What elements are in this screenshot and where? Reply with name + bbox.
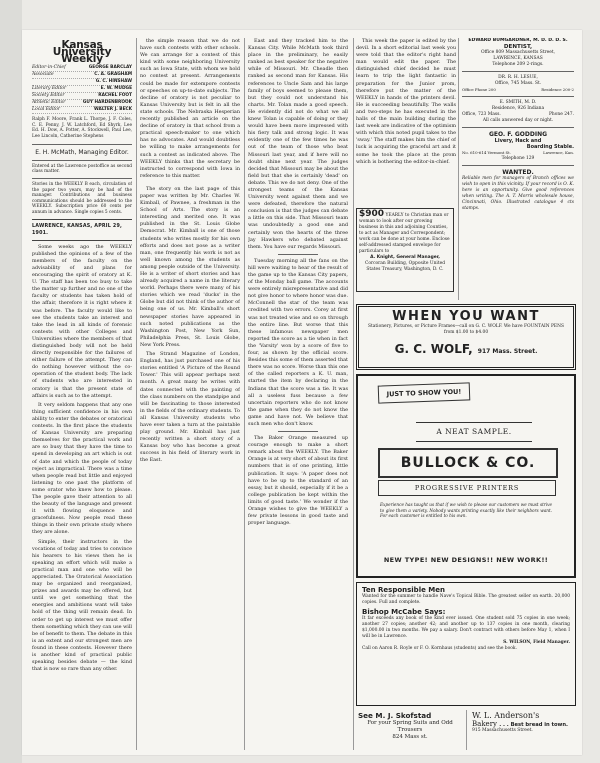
article-paragraph: This week the paper is edited by the devil. In a short editorial last week you were told that the editor's right hand man would edit the paper. The distinguished chief decided he must learn to trip the light fantastic in preparation for the Junior prom, therefore put the matter of the WEEKLY in hands of the printers devil. He is succeeding beautifully. The walls and two-steps he has executed in the halls of the main building during the last week are indicative of the optimism with which this noted pupil takes to the 'sway.' The staff makes him the chief of luck is acquiring the graceful art and it some he took the place at the prom which is bothering the editor-in-chief.	[356, 38, 456, 165]
card-bumgardner-name: EDWARD BUMGARDNER, M. D. D. D. S.	[468, 38, 568, 43]
divider	[32, 178, 132, 179]
article-paragraph: The Strand Magazine of London, England, has just purchased one of his stories entitled 'A Picture of the Round Tower.' This will appear perhaps next month. A great many he writes with dates connected with the painting of the class numbers on the standpipe and will be fascinating to those interested in the fields of the ordinary students. To all Kansas University students who have ever taken a turn at the paintable play ground. Mr. Kimball has just recently written a short story of a Kansas boy who has become a great success in his field of literary work in the East.	[140, 351, 240, 464]
bible-ad	[356, 582, 576, 706]
bullock-top: JUST TO SHOW YOU!	[386, 387, 462, 399]
skofstad-ad	[356, 710, 464, 750]
page-top-margin	[0, 0, 600, 30]
staff-box	[32, 65, 132, 114]
wanted-title: WANTED.	[502, 169, 534, 176]
page-left-margin	[0, 0, 22, 763]
card-smith-phone: Phone 247.	[548, 112, 574, 117]
divider	[462, 96, 574, 97]
divider	[32, 219, 132, 220]
staff-row: Local Editor WALTER J. BECK	[32, 107, 132, 113]
column-rule	[458, 38, 459, 300]
bullock-name: BULLOCK & CO.	[400, 455, 536, 471]
divider	[278, 431, 318, 432]
divider	[278, 254, 318, 255]
article-paragraph: The story on the last page of this paper was written by Mr. Charles W. Kimball, of Pawnee, a freshman in the School of Arts. The story is an interesting and merited one. It was published in the St. Louis Globe Democrat. Mr. Kimball is one of those students who writes mostly for his own efforts and does not pose as a writer man, one frequently his work is not as well known among the students as among people outside of the University. He is a writer of short stories and has already acquired a name in the literary world. Perhaps there were many of his stories which we read 'ducks' in the Globe but did not think of the author of being one of us. Mr. Kimball's short newspaper stories have appeared in such noted publications as the Washington Post, New York Sun, Philadelphia Press, St. Louis Globe, New York Press.	[140, 185, 240, 348]
column-3	[248, 38, 348, 750]
card-godding-city: Lawrence, Kan.	[543, 150, 574, 155]
job-ad	[356, 208, 454, 292]
card-bumgardner-city: LAWRENCE, KANSAS	[493, 56, 543, 61]
anderson-desc: . . . Best bread in town.	[499, 722, 569, 728]
column-rule	[353, 38, 354, 750]
ad-company: A. Knight, General Manager,	[370, 255, 440, 260]
managing-editor: E. H. McMath, Managing Editor.	[35, 148, 129, 156]
divider	[32, 144, 132, 145]
column-2	[140, 38, 240, 750]
entry-note: Entered at the Lawrence postoffice as second class matter.	[32, 163, 132, 175]
ad-text: YEARLY to Christian man or woman to look after our growing business in this and adjoining Counties, to act as Manager and Correspondent; work can be done at your home. Enclose self-addressed stamped envelope for particulars to	[359, 213, 450, 254]
anderson-name: W. L. Anderson's	[472, 711, 540, 720]
skofstad-address: 824 Mass st.	[392, 734, 428, 740]
wolf-headline: WHEN YOU WANT	[392, 309, 540, 324]
anderson-type: Bakery	[472, 720, 498, 728]
column-rule	[466, 710, 467, 750]
responsible-text: Wanted for the summer to handle Nave's Topical Bible. The greatest seller on earth. 20,000 copies. Full and complete.	[362, 594, 570, 605]
card-godding-tel: Telephone 129	[501, 156, 535, 161]
skofstad-desc: For your Spring Suits and Odd Trousers	[367, 720, 453, 733]
column-4-article	[356, 38, 456, 206]
wolf-ad	[356, 304, 576, 370]
column-rule	[244, 38, 245, 750]
bullock-desc: PROGRESSIVE PRINTERS	[414, 484, 520, 492]
ad-price: $900	[359, 209, 385, 219]
bullock-sample: A NEAT SAMPLE.	[436, 427, 512, 436]
card-smith-res: Residence, 926 Indiana	[491, 106, 545, 111]
desc-banner	[378, 480, 556, 496]
newspaper-page	[22, 30, 582, 755]
divider	[462, 165, 574, 166]
bullock-ad	[356, 374, 576, 578]
card-smith-calls: All calls answered day or night.	[482, 118, 554, 123]
card-lesue-office: Office, 745 Mass. St.	[494, 81, 542, 86]
skofstad-name: See M. J. Skofstad	[358, 711, 432, 720]
dateline: LAWRENCE, KANSAS, APRIL 29, 1901.	[32, 223, 123, 236]
bishop-text: It far exceeds any book of the kind ever issued. One student sold 75 copies in one week; another 27 copies; another 42; and another up to 137 copies in one month, clearing $1,000.00 in two months. We pay a salary. Don't contract with others before May 1, when I will be in Lawrence.	[362, 616, 570, 639]
bishop-title: Bishop McCabe Says:	[362, 608, 446, 616]
article-paragraph: the simple reason that we do not have such contests with other schools. We can arrange for a contest of this kind with some neighboring University such as Iowa State, with whom we hold no contest at present. Arrangements could be made for extempore contests or speeches on up-to-date subjects. The decline of oratory is not peculiar to Kansas University but is felt in all the state schools. The Nebraska Hesperian recently published an article on the decline of oratory in that school from a practical speech-maker to one which has no advocates. And would doubtless be willing to make arrangements for such a contest as indicated above. The WEEKLY thinks that the secretary be instructed to correspond with Iowa in reference to this matter.	[140, 38, 240, 179]
card-lesue-phone-res: Residence 200-2	[541, 87, 574, 92]
card-godding-address: No. 610-614 Vermont St.	[462, 150, 511, 155]
professional-cards	[462, 38, 574, 300]
card-bumgardner-title: DENTIST,	[503, 44, 533, 50]
divider	[32, 240, 132, 241]
card-lesue-name: DR. R. H. LESUE,	[498, 75, 538, 80]
column-1	[32, 38, 132, 750]
wolf-name: G. C. WOLF,	[394, 342, 473, 356]
anderson-ad	[470, 710, 576, 750]
card-bumgardner-office: Office 809 Massachusetts Street,	[481, 50, 555, 55]
card-smith-office: Office, 723 Mass.	[462, 112, 501, 117]
article-paragraph: Some weeks ago the WEEKLY published the opinions of a few of the members of the faculty on the advisability of and plans for encouraging the spirit of oratory at K. U. The staff has been too busy to take the matter up further and no one of the faculty or students has taken hold of the affair, therefore it is right where it was before. The faculty would like to see the students take an interest and take the lead in all kinds of forensic contests with other Colleges and Universities where the members of that distinguished body will not be held directly responsible for the failures of either failure of the attempt. They can do nothing however without the co-operation of the student body. The lack of students who are interested in oratory is that the present state of affairs is such as to the attempt.	[32, 243, 132, 399]
article-paragraph: East and they tracked him to the Kansas City. While McMath took third place in the preliminary, he easily ranked as best speaker for the negative while of Missouri. Mr. Cheadle then ranked as second man for Kansas. His references to Uncle Sam and his large family of boys seemed to please them, but they could not understand his charts. Mr. Tolan made a good speech. He evidently did not do what we all knew Tolan is capable of doing or they would have been more impressed with his fiery talk and strong logic. It was evidently one of the few times he was out of the team of those who beat Missouri last year, and if here will no doubt shine next year. The judges decided that Missouri may be about the field but that she is certainly 'dead' on debate. This we do not deny. One of the strongest teams of the Kansas University went against them and we were defeated, therefore the natural conclusion is that the judges can debate a little on this side. That Missouri team was undoubtedly a good one and certainly won the hearts of the three Jay Hawkers who debated against them. You have our regards Missouri.	[248, 38, 348, 250]
ad-address: Corcoran Building, Opposite United States Treasury, Washington, D. C.	[364, 261, 446, 272]
card-bumgardner-phone: Telephone 209 2-rings.	[492, 62, 544, 67]
card-smith-name: E. SMITH, M. D.	[499, 100, 537, 105]
staff-row: Associate C. A. GRAGHAM	[32, 72, 132, 78]
staff-row: Athletic Editor GUY HARDENBROOK	[32, 100, 132, 106]
contributions-note: Stories in the WEEKLY B each, circulation of the paper two years, may be had of the manager. Contributions and business communications should be addressed to the WEEKLY. Subscription price 60 cents per annum in advance. Single copies 5 cents.	[32, 181, 132, 215]
staff-row: Editor-in-Chief GEORGE BARCLAY	[32, 65, 132, 71]
article-paragraph: Simple, their instructors in the vocations of today and tries to convince his hearers to his views then he is speaking an effort which will make a practical man and one who will be appreciated. The Oratorical Association may be organized and reorganized, prizes and awards may be offered, but until we get something that the energies and ambitions want will take hold of the thing will remain dead. In order to get up interest we must offer them something which they can use will be of benefit to them. The debate in this is an extent and our strongest men are found in these contests. However there is another kind of practical public speaking besides debate — the kind that is now so rare than any other.	[32, 538, 132, 673]
reporters-list: Ralph F. Moore, Frank L. Thorpe, J. F. Coles, C. E. Penny, J. W. Latchford, Ed Shyrk, Lee Ed. H. Dow, A. Potter, A. Stockwell, Paul Lee, Lee Lincoln, Catherine Stephens	[32, 117, 132, 140]
card-godding-line1: Livery, Hack and	[494, 138, 542, 144]
column-rule	[136, 38, 137, 750]
staff-row: G. C. HINSHAW	[32, 79, 132, 86]
name-banner	[378, 448, 558, 478]
divider	[462, 127, 574, 128]
wolf-address: 917 Mass. Street.	[477, 348, 538, 355]
bullock-footer: NEW TYPE! NEW DESIGNS!! NEW WORK!!	[383, 556, 549, 564]
staff-row: Literary Editor E. W. MUDGE	[32, 86, 132, 92]
bishop-contact: Call on Aaron R. Royle or F. O. Kornhaus (students) and see the book.	[362, 646, 517, 651]
anderson-address: 915 Massachusetts Street.	[472, 728, 533, 733]
bullock-fine-print: Experience has taught us that if we wish to please our customers we must strive to give them a variety. Nobody wants printing exactly like their neighbors want. For each customer is entitled to his own.	[380, 502, 552, 519]
card-lesue-phone-office: Office Phone 200	[462, 87, 496, 92]
divider	[32, 160, 132, 161]
masthead-title: Kansas University Weekly	[52, 39, 112, 66]
sample-banner	[416, 422, 532, 442]
bishop-signoff: S. WILSON, Field Manager.	[503, 640, 570, 645]
responsible-title: Ten Responsible Men	[362, 586, 445, 594]
wolf-description: Stationery, Pictures, or Picture Frames—call on G. C. WOLF. We have FOUNTAIN PENS from $1.00 to $4.00	[368, 324, 564, 335]
staff-row: Society Editor RACHEL FOOT	[32, 93, 132, 99]
article-paragraph: Tuesday morning all the fans on the hill were waiting to hear of the result of the game up to the Kansas City papers, of the Monday ball game. The accounts were entirely misrepresentative and did not give honor to where honor was due. McConnell the star of the team was credited with two errors. Corey at first was not treated wise and so on through the entire line. But worse that this these infamous newspaper men reported the score as a tie when in fact the 'Varsity' won by a score of five to four, as shown by the official score. Besides this some of them asserted that there was no score. Worse than this one of the called reporters a K. U. man, started the item by declaring in the Indians that the score was a tie. It was all a useless fuss because a few uncertain reporters who do not know the game when they do not know the game and have not. We believe that such men who don't know.	[248, 257, 348, 427]
card-godding-line2: Boarding Stable.	[526, 144, 574, 150]
banner-frame	[378, 382, 471, 403]
card-godding-name: GEO. F. GODDING	[488, 131, 548, 138]
article-paragraph: It very seldom happens that any one thing sufficient confidence in his own ability to enter the debates or oratorical contests. In the first place the students of Kansas University are preparing themselves for the practical work and are so busy that they have the time to spend in developing an art which is out of date and which the people of today reject as impractical. There was a time when people read but little and enjoyed listening to one past the platform of some orator who knew how to please. The people gave their attention to all the beauty of the language and present it with flowing eloquence and gracefulness. Now people read these things in their own private study where they are alone.	[32, 401, 132, 536]
article-paragraph: The Baker Orange measured up courage enough to make a short remark about the WEEKLY. The Baker Orange is at very short of about its first numbers that is of one printing, little publication. It says: 'A paper does not have to be up to the standard of an essay, but it should, especially if it be a college publication be kept within the limits of good taste.' We wonder if the Orange wishes to give the WEEKLY a few private lessons in good taste and proper language.	[248, 435, 348, 527]
divider	[462, 71, 574, 72]
wanted-text: Reliable men for managers of Branch offices we wish to open in this vicinity. If your record is O. K. here is an opportunity. Give good references when writing. The A. T. Morris wholesale house, Cincinnati, Ohio. Illustrated catalogue 4 cts stamps.	[462, 176, 574, 211]
